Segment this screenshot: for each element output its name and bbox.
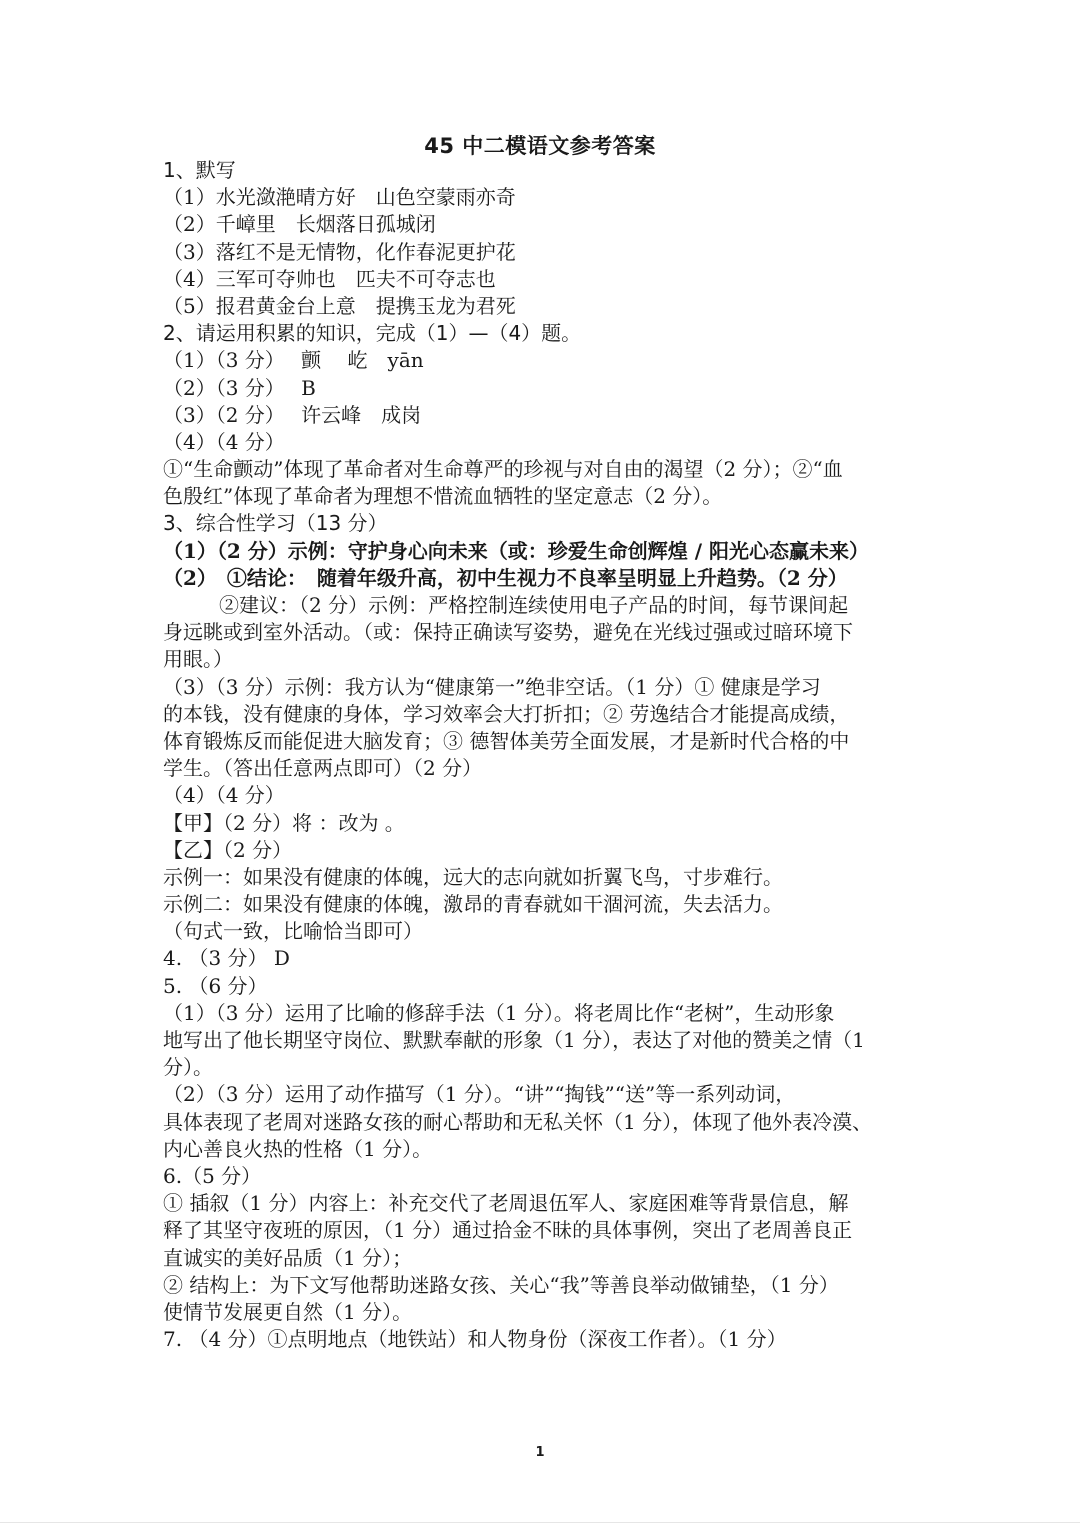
answer-line: （2）千嶂里 长烟落日孤城闭 xyxy=(163,212,436,237)
answer-line: （2）（3 分）运用了动作描写（1 分）。“讲”“掏钱”“送”等一系列动词， xyxy=(163,1082,796,1107)
answer-line: （1）（3 分）运用了比喻的修辞手法（1 分）。将老周比作“老树”，生动形象 xyxy=(163,1000,835,1025)
answer-line: 地写出了他长期坚守岗位、默默奉献的形象（1 分），表达了对他的赞美之情（1 xyxy=(163,1028,865,1052)
answer-line: 【甲】（2 分）将 ：改为 。 xyxy=(163,810,405,835)
answer-line: 体育锻炼反而能促进大脑发育；③ 德智体美劳全面发展，才是新时代合格的中 xyxy=(163,728,850,753)
answer-line: （3）（2 分） 许云峰 成岗 xyxy=(163,402,422,427)
answer-line: （3）（3 分）示例：我方认为“健康第一”绝非空话。（1 分）① 健康是学习 xyxy=(163,674,821,699)
answer-line: （句式一致，比喻恰当即可） xyxy=(163,919,423,944)
answer-line: 7. （4 分）①点明地点（地铁站）和人物身份（深夜工作者）。（1 分） xyxy=(163,1327,787,1352)
section-heading-1: 1、默写 xyxy=(163,158,236,182)
answer-line: 用眼。） xyxy=(163,647,233,672)
answer-line: （4）（4 分） xyxy=(163,783,285,808)
answer-line: ②建议：（2 分）示例：严格控制连续使用电子产品的时间，每节课间起 xyxy=(219,593,849,617)
answer-line: （4）（4 分） xyxy=(163,429,285,454)
page-edge-divider xyxy=(0,1522,1080,1523)
answer-line: （1）（2 分）示例：守护身心向未来（或：珍爱生命创辉煌 / 阳光心态赢未来） xyxy=(163,538,870,563)
section-heading-2: 2、请运用积累的知识，完成（1）—（4）题。 xyxy=(163,321,582,346)
answer-line: （2）（3 分） B xyxy=(163,375,316,400)
answer-line: 分）。 xyxy=(163,1055,213,1080)
document-title: 45 中二模语文参考答案 xyxy=(424,134,656,158)
answer-line: （4）三军可夺帅也 匹夫不可夺志也 xyxy=(163,266,496,291)
answer-line: ① 插叙（1 分）内容上：补充交代了老周退伍军人、家庭困难等背景信息，解 xyxy=(163,1191,849,1216)
answer-line: 学生。（答出任意两点即可）（2 分） xyxy=(163,756,483,781)
answer-line: 直诚实的美好品质（1 分）； xyxy=(163,1245,413,1270)
answer-line: 色殷红”体现了革命者为理想不惜流血牺牲的坚定意志（2 分）。 xyxy=(163,484,723,509)
answer-line: ①“生命颤动”体现了革命者对生命尊严的珍视与对自由的渴望（2 分）；②“血 xyxy=(163,457,843,482)
answer-line: ② 结构上：为下文写他帮助迷路女孩、关心“我”等善良举动做铺垫，（1 分） xyxy=(163,1272,839,1297)
answer-line: 内心善良火热的性格（1 分）。 xyxy=(163,1136,433,1161)
page-number: 1 xyxy=(535,1445,545,1460)
answer-line: （1）水光潋滟晴方好 山色空蒙雨亦奇 xyxy=(163,185,516,210)
answer-line: 示例二：如果没有健康的体魄，激昂的青春就如干涸河流，失去活力。 xyxy=(163,892,783,917)
answer-line: 示例一：如果没有健康的体魄，远大的志向就如折翼飞鸟，寸步难行。 xyxy=(163,864,783,889)
answer-line: 释了其坚守夜班的原因，（1 分）通过拾金不昧的具体事例，突出了老周善良正 xyxy=(163,1218,853,1243)
answer-line: 具体表现了老周对迷路女孩的耐心帮助和无私关怀（1 分），体现了他外表冷漠、 xyxy=(163,1109,873,1134)
answer-line: （1）（3 分） 颤 屹 yān xyxy=(163,348,424,373)
answer-line: （5）报君黄金台上意 提携玉龙为君死 xyxy=(163,293,516,318)
answer-line: 【乙】（2 分） xyxy=(163,837,293,862)
answer-content xyxy=(163,157,923,1353)
answer-line: 5. （6 分） xyxy=(163,973,268,998)
answer-line: 使情节发展更自然（1 分）。 xyxy=(163,1299,413,1324)
answer-line: （2） ①结论： 随着年级升高，初中生视力不良率呈明显上升趋势。（2 分） xyxy=(163,565,848,590)
answer-line: 4. （3 分） D xyxy=(163,946,290,971)
section-heading-3: 3、综合性学习（13 分） xyxy=(163,511,388,536)
answer-line: （3）落红不是无情物，化作春泥更护花 xyxy=(163,239,516,264)
answer-line: 的本钱，没有健康的身体，学习效率会大打折扣；② 劳逸结合才能提高成绩， xyxy=(163,701,850,726)
answer-line: 6.（5 分） xyxy=(163,1163,262,1188)
answer-line: 身远眺或到室外活动。（或：保持正确读写姿势，避免在光线过强或过暗环境下 xyxy=(163,620,853,645)
